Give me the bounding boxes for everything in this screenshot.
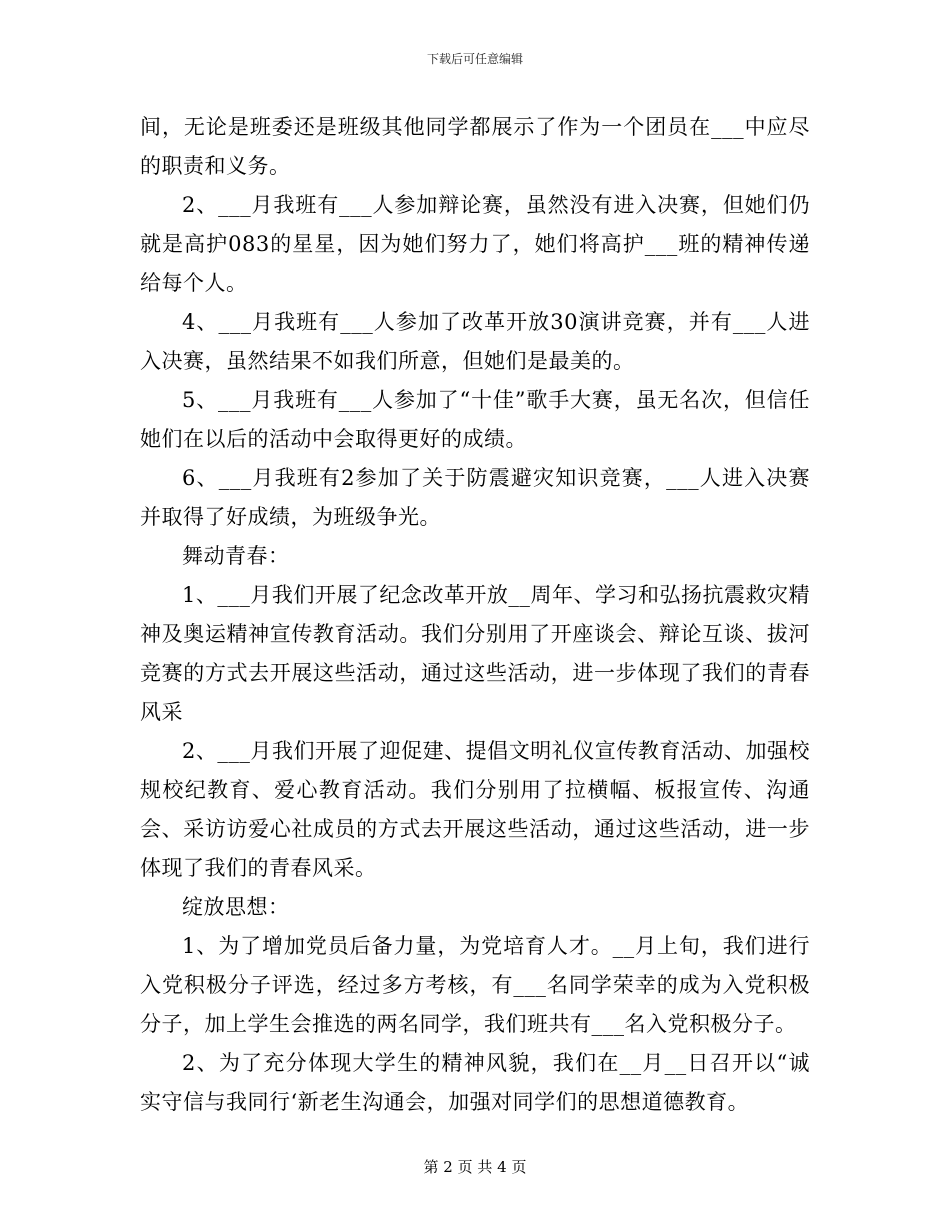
section-heading-youth: 舞动青春： [182,544,290,568]
paragraph-debate: 2、___月我班有___人参加辩论赛，虽然没有进入决赛，但她们仍就是高护083的星星，因为她们努力了，她们将高护___班的精神传递给每个人。 [140,193,810,295]
paragraph-quake-quiz: 6、___月我班有2参加了关于防震避灾知识竞赛，___人进入决赛并取得了好成绩，为班级争光。 [140,466,810,529]
page-footer: 第 2 页 共 4 页 [423,1158,527,1176]
paragraph-honesty-meeting: 2、为了充分体现大学生的精神风貌，我们在__月__日召开以“诚实守信与我同行‘新老生沟通会，加强对同学们的思想道德教育。 [140,1051,810,1114]
paragraph-continuation: 间，无论是班委还是班级其他同学都展示了作为一个团员在___中应尽的职责和义务。 [140,115,810,178]
paragraph-anniversary-activities: 1、___月我们开展了纪念改革开放__周年、学习和弘扬抗震救灾精神及奥运精神宣传教育活动。我们分别用了开座谈会、辩论互谈、拔河竞赛的方式去开展这些活动，通过这些活动，进一步体现了我们的青春风采 [140,583,810,724]
paragraph-speech-contest: 4、___月我班有___人参加了改革开放30演讲竞赛，并有___人进入决赛，虽然结果不如我们所意，但她们是最美的。 [140,310,810,373]
paragraph-singing-contest: 5、___月我班有___人参加了“十佳”歌手大赛，虽无名次，但信任她们在以后的活动中会取得更好的成绩。 [140,388,810,451]
paragraph-party-candidates: 1、为了增加党员后备力量，为党培育人才。__月上旬，我们进行入党积极分子评选，经过多方考核，有___名同学荣幸的成为入党积极分子，加上学生会推选的两名同学，我们班共有___名入党积极分子。 [140,934,810,1036]
document-body [140,108,810,1122]
section-heading-thought: 绽放思想： [182,895,290,919]
paragraph-civility-activities: 2、___月我们开展了迎促建、提倡文明礼仪宣传教育活动、加强校规校纪教育、爱心教育活动。我们分别用了拉横幅、板报宣传、沟通会、采访访爱心社成员的方式去开展这些活动，通过这些活动，进一步体现了我们的青春风采。 [140,739,810,880]
page-header: 下载后可任意编辑 [426,52,523,66]
